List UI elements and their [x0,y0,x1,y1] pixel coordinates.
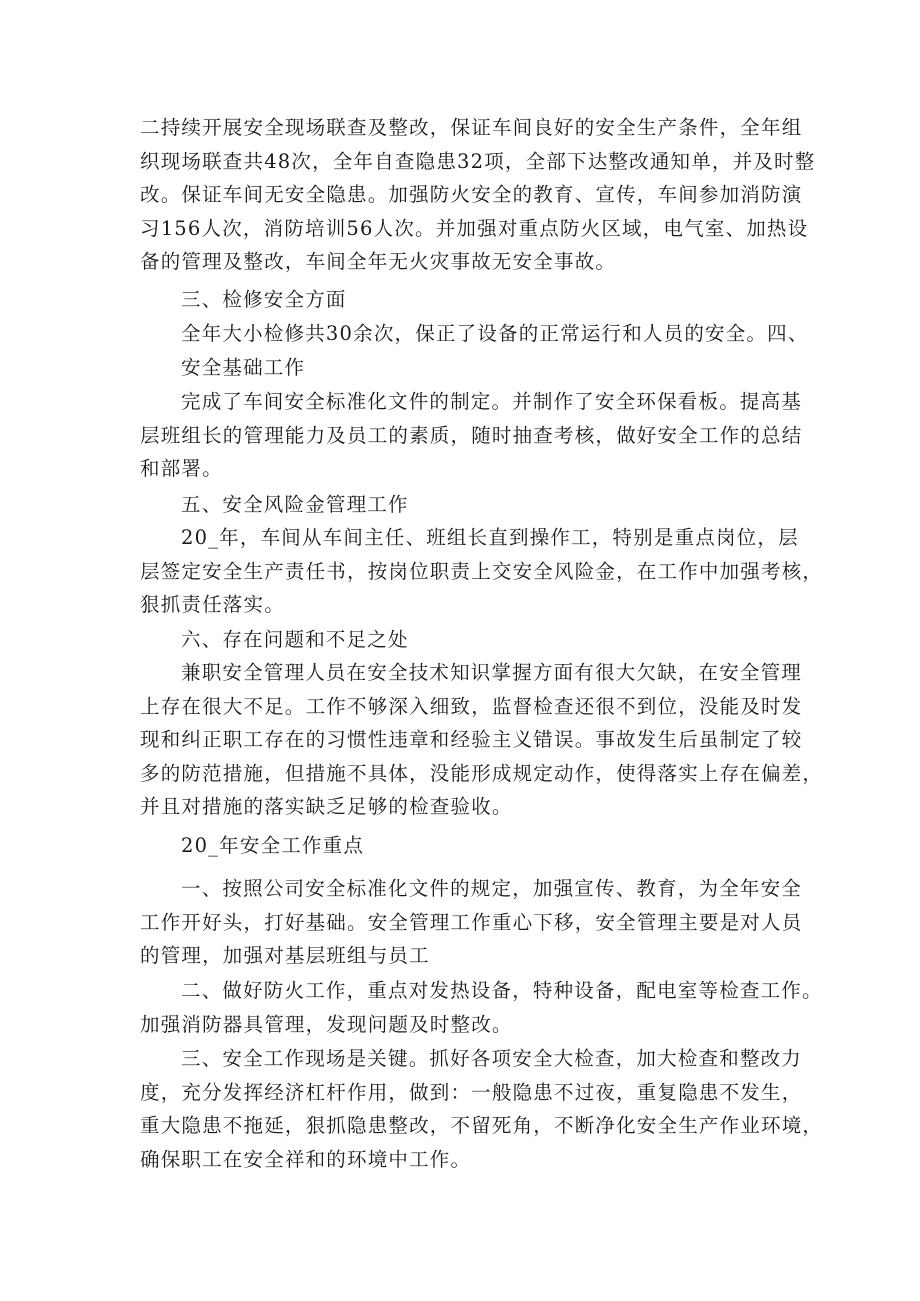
text-line: 完成了车间安全标准化文件的制定。并制作了安全环保看板。提高基 [181,390,803,413]
text-line: 织现场联查共48次，全年自查隐患32项，全部下达整改通知单，并及时整 [140,149,816,173]
text-line: 确保职工在安全祥和的环境中工作。 [140,1147,472,1171]
section-heading-problems: 六、存在问题和不足之处 [181,628,409,651]
text-line: 20_年，车间从车间主任、班组长直到操作工，特别是重点岗位，层 [181,526,799,549]
paragraph-safety-foundation [140,385,803,486]
paragraph-problems [140,656,824,824]
text-line: 层班组长的管理能力及员工的素质，随时抽查考核，做好安全工作的总结 [140,423,803,447]
paragraph-key-point-2 [140,974,823,1041]
paragraph-risk-fund [140,521,824,622]
text-line: 一、按照公司安全标准化文件的规定，加强宣传、教育，为全年安全 [181,877,803,900]
text-line: 现和纠正职工存在的习惯性违章和经验主义错误。事故发生后虽制定了较 [140,728,803,751]
text-line: 习156人次，消防培训56人次。并加强对重点防火区域，电气室、加热设 [140,216,809,240]
text-line: 安全基础工作 [181,355,306,379]
section-heading-maintenance: 三、检修安全方面 [181,288,347,311]
text-line: 上存在很大不足。工作不够深入细致，监督检查还很不到位，没能及时发 [140,694,803,718]
text-line: 度，充分发挥经济杠杆作用，做到：一般隐患不过夜，重复隐患不发生， [140,1080,803,1104]
text-line: 全年大小检修共30余次，保正了设备的正常运行和人员的安全。四、 [181,322,809,345]
text-line: 狠抓责任落实。 [140,593,285,616]
section-heading-risk-fund: 五、安全风险金管理工作 [181,493,409,516]
paragraph-key-point-1 [140,872,803,973]
text-line: 多的防范措施，但措施不具体，没能形成规定动作，使得落实上存在偏差， [140,761,824,785]
text-line: 兼职安全管理人员在安全技术知识掌握方面有很大欠缺，在安全管理 [181,661,803,684]
text-line: 工作开好头，打好基础。安全管理工作重心下移，安全管理主要是对人员 [140,910,803,934]
text-line: 的管理，加强对基层班组与员工 [140,944,430,967]
text-line: 层签定安全生产责任书，按岗位职责上交安全风险金，在工作中加强考核， [140,559,824,583]
section-heading-key-points: 20_年安全工作重点 [181,834,365,857]
paragraph-maintenance [140,317,809,384]
text-line: 二持续开展安全现场联查及整改，保证车间良好的安全生产条件，全年组 [140,116,803,139]
text-line: 和部署。 [140,457,223,480]
text-line: 二、做好防火工作，重点对发热设备，特种设备，配电室等检查工作。 [181,979,823,1002]
text-line: 加强消防器具管理，发现问题及时整改。 [140,1012,513,1036]
paragraph-key-point-3 [140,1042,824,1176]
text-line: 三、安全工作现场是关键。抓好各项安全大检查，加大检查和整改力 [181,1047,803,1070]
text-line: 并且对措施的落实缺乏足够的检查验收。 [140,795,513,818]
text-line: 重大隐患不拖延，狠抓隐患整改，不留死角，不断净化安全生产作业环境， [140,1114,824,1137]
paragraph-site-inspection [140,111,816,279]
text-line: 备的管理及整改，车间全年无火灾事故无安全事故。 [140,250,617,273]
text-line: 改。保证车间无安全隐患。加强防火安全的教育、宣传，车间参加消防演 [140,183,803,206]
